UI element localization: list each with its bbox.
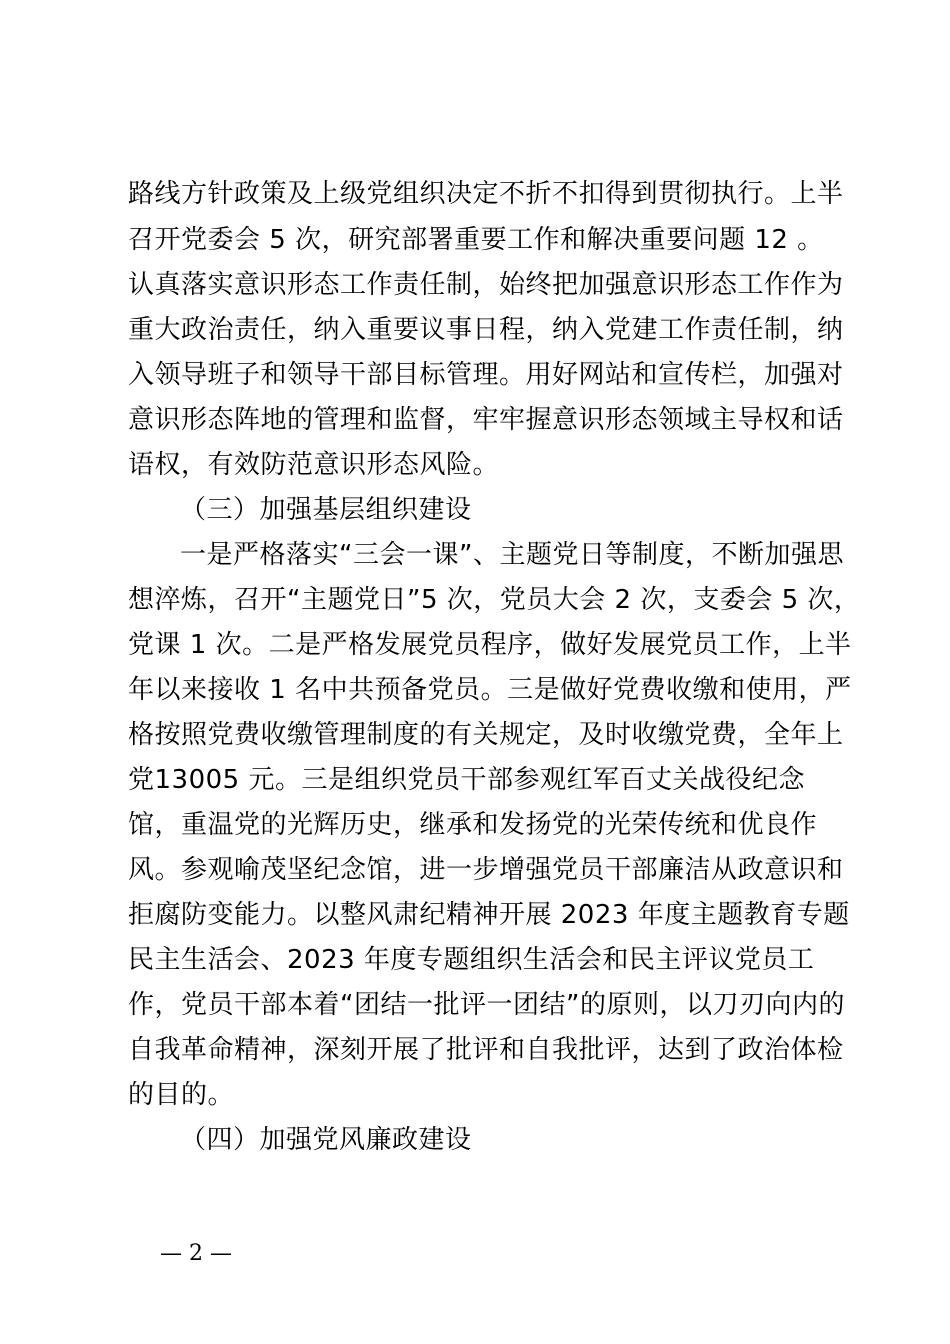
body-text-line: 民主生活会、2023 年度专题组织生活会和民主评议党员工: [128, 945, 815, 975]
body-text-line: 自我革命精神，深刻开展了批评和自我批评，达到了政治体检: [128, 1035, 844, 1065]
body-text-line: 路线方针政策及上级党组织决定不折不扣得到贯彻执行。上半: [128, 179, 844, 209]
page-number: — 2 —: [160, 1241, 232, 1266]
body-text-line: 党课 1 次。二是严格发展党员程序，做好发展党员工作，上半: [128, 630, 852, 660]
section-heading: （三）加强基层组织建设: [180, 495, 472, 525]
section-heading: （四）加强党风廉政建设: [180, 1125, 472, 1155]
body-text-line: 语权，有效防范意识形态风险。: [128, 450, 500, 480]
body-text-line: 格按照党费收缴管理制度的有关规定，及时收缴党费，全年上: [128, 720, 844, 750]
body-text-line: 的目的。: [128, 1080, 235, 1110]
body-text-line: 拒腐防变能力。以整风肃纪精神开展 2023 年度主题教育专题: [128, 900, 850, 930]
body-text-line: 风。参观喻茂坚纪念馆，进一步增强党员干部廉洁从政意识和: [128, 855, 844, 885]
body-text-line: 召开党委会 5 次，研究部署重要工作和解决重要问题 12 。: [128, 225, 824, 255]
body-text-line: 作，党员干部本着“团结一批评一团结”的原则，以刀刃向内的: [128, 990, 845, 1020]
body-text-line: 馆，重温党的光辉历史，继承和发扬党的光荣传统和优良作: [128, 810, 818, 840]
body-text-line: 意识形态阵地的管理和监督，牢牢握意识形态领域主导权和话: [128, 405, 844, 435]
body-text-line: 党13005 元。三是组织党员干部参观红军百丈关战役纪念: [128, 765, 805, 795]
body-text-line: 年以来接收 1 名中共预备党员。三是做好党费收缴和使用，严: [128, 675, 852, 705]
body-text-line: 入领导班子和领导干部目标管理。用好网站和宣传栏，加强对: [128, 360, 844, 390]
body-text-line: 认真落实意识形态工作责任制，始终把加强意识形态工作作为: [128, 270, 844, 300]
body-text-line: 重大政治责任，纳入重要议事日程，纳入党建工作责任制，纳: [128, 315, 844, 345]
body-text-line: 一是严格落实“三会一课”、主题党日等制度，不断加强思: [180, 540, 844, 570]
body-text-line: 想淬炼，召开“主题党日”5 次，党员大会 2 次，支委会 5 次，: [128, 585, 861, 615]
